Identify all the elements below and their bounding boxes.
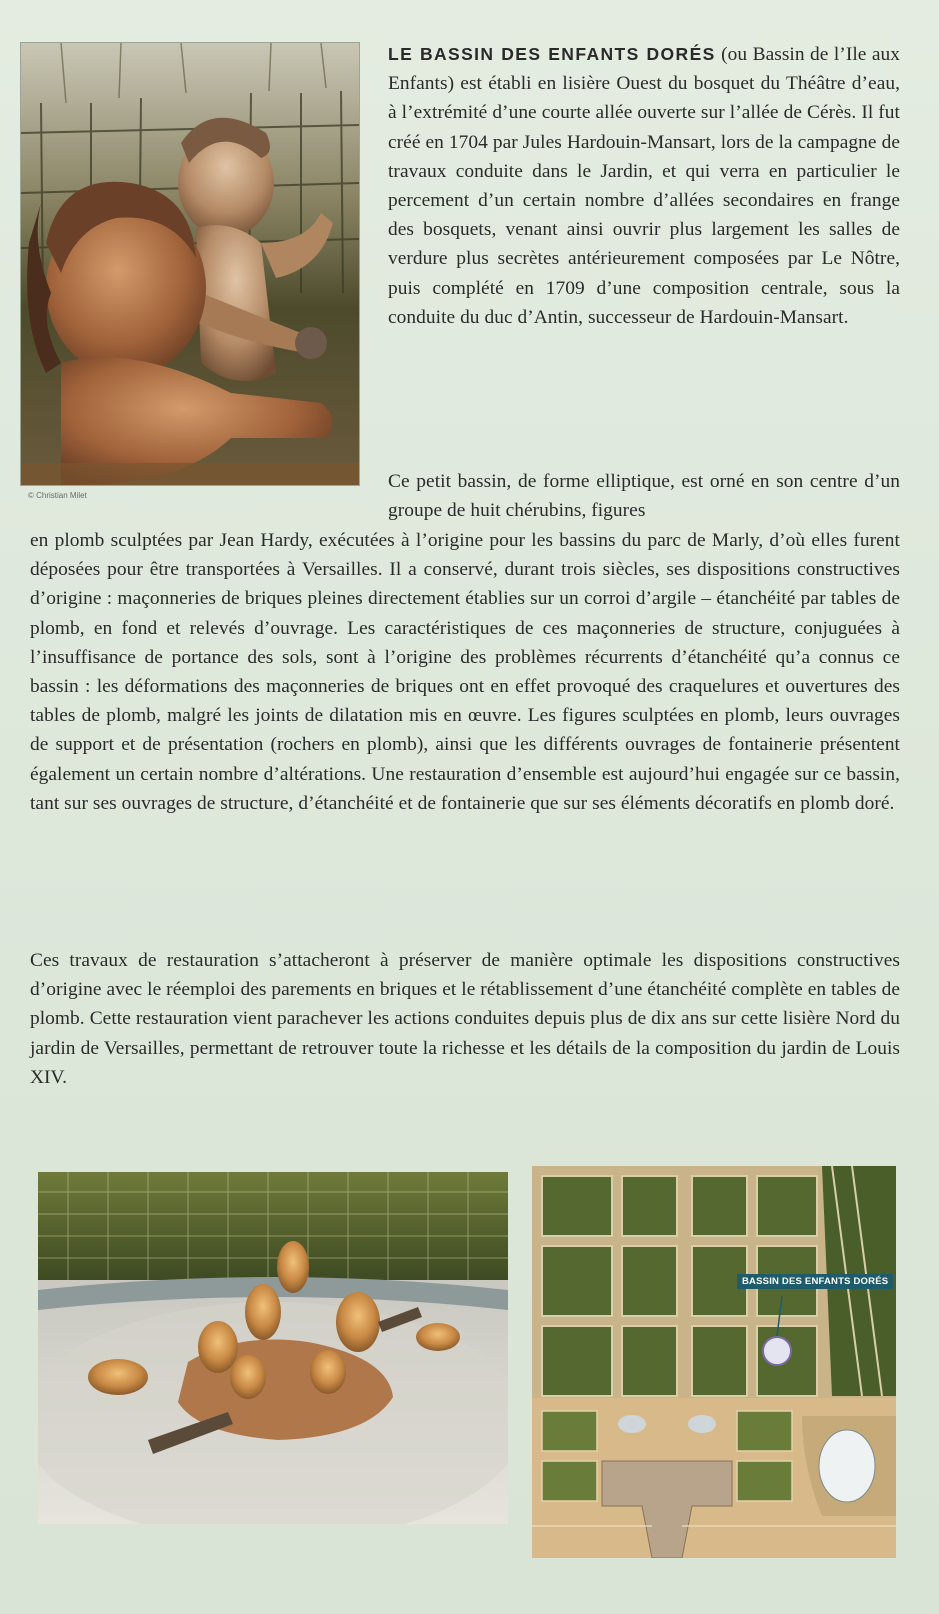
description-paragraph-start: Ce petit bassin, de forme elliptique, est orné en son centre d’un groupe de huit chérubins, figures — [388, 471, 900, 522]
restoration-paragraph: Ces travaux de restauration s’attacheront à préserver de manière optimale les dispositions constructives d’origine avec le réemploi des parements en briques et le rétablissement d’une étanchéité complète en tables de plomb. Cette restauration vient parachever les actions conduites depuis plus de dix ans sur cette lisière Nord du jardin de Versailles, permettant de retrouver toute la richesse et les détails de la composition du jardin de Louis XIV. — [30, 950, 900, 1088]
description-paragraph-continued: en plomb sculptées par Jean Hardy, exécutées à l’origine pour les bassins du parc de Marly, d’où elles furent déposées pour être transportées à Versailles. Il a conservé, durant trois siècles, ses dispositions constructives d’origine : maçonneries de briques pleines directement établies sur un corroi d’argile – étanchéité par tables de plomb, en fond et relevés d’ouvrage. Les caractéristiques de ces maçonneries de structure, conjuguées à l’insuffisance de portance des sols, sont à l’origine des problèmes récurrents d’étanchéité qu’a connus ce bassin : les déformations des maçonneries de briques ont en effet provoqué des craquelures et ouvertures des tables de plomb, malgré les joints de dilatation mis en œuvre. Les figures sculptées en plomb, leurs ouvrages de support et de présentation (rochers en plomb), ainsi que les différents ouvrages de fontainerie présentent également un certain nombre d’altérations. Une restauration d’ensemble est aujourd’hui engagée sur ce bassin, tant sur ses ouvrages de structure, d’étanchéité et de fontainerie que sur ses éléments décoratifs en plomb doré. — [30, 530, 900, 814]
photo-credit: © Christian Milet — [28, 491, 87, 500]
garden-map — [532, 1166, 896, 1558]
map-location-label: BASSIN DES ENFANTS DORÉS — [737, 1274, 893, 1289]
basin-photo — [38, 1172, 508, 1524]
cherubs-closeup-photo — [20, 42, 360, 486]
intro-paragraph — [388, 40, 900, 332]
intro-paragraph-text: (ou Bassin de l’Ile aux Enfants) est établi en lisière Ouest du bosquet du Théâtre d’eau, à l’extrémité d’une courte allée ouverte sur l’allée de Cérès. Il fut créé en 1704 par Jules Hardouin-Mansart, lors de la campagne de travaux conduite dans le Jardin, et qui verra en particulier le percement d’un certain nombre d’allées secondaires en frange des bosquets, venant ainsi ouvrir plus largement les salles de verdure plus secrètes antérieurement composées par Le Nôtre, puis complété en 1709 d’une composition centrale, sous la conduite du duc d’Antin, successeur de Hardouin-Mansart. — [388, 44, 900, 328]
paragraph-lead-title: LE BASSIN DES ENFANTS DORÉS — [388, 44, 716, 64]
